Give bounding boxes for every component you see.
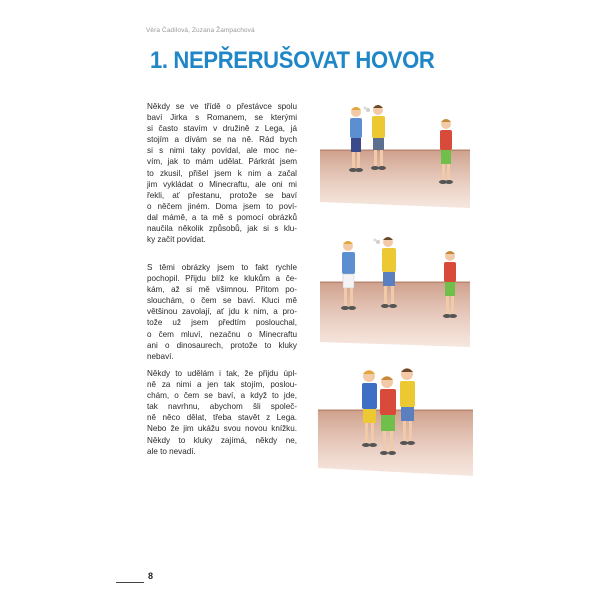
text-line: Někdy se ve třídě o přestávce spolu — [147, 102, 297, 111]
text-line: dal mámě, a ta mě s pomocí obrázků — [147, 212, 297, 222]
text-line: jim vykládat o Minecraftu, ale oni mi — [147, 179, 297, 189]
chapter-title: 1. NEPŘERUŠOVAT HOVOR — [150, 47, 435, 74]
text-line: vím, jak to mám udělat. Párkrát jsem — [147, 157, 297, 167]
text-line: Někdy to kluky zajímá, někdy ne, — [147, 435, 297, 445]
text-line: S těmi obrázky jsem to fakt rychle — [147, 263, 297, 272]
text-line: ale to nevadí. — [147, 446, 196, 456]
text-line: si s nimi taky povídal, ale moc ne- — [147, 146, 297, 156]
text-line: Nebo že jim ukážu svou novou knížku. — [147, 424, 297, 434]
text-line: řekli, ať přestanu, protože se baví — [147, 190, 297, 200]
page-number: 8 — [148, 571, 154, 581]
text-line: to zkusil, přišel jsem k nim a začal — [147, 168, 297, 178]
text-line: ně něco dělat, třeba stavět z Lega. — [147, 413, 297, 423]
paragraph-1 — [147, 101, 297, 245]
text-line: tak navrhnu, abychom šli společ- — [147, 402, 297, 412]
text-line: o něčem jiném. Doma jsem to poví- — [147, 201, 297, 211]
text-line: tože už jsem předtím poslouchal, — [147, 318, 297, 328]
text-line: ně za nimi a jen tak stojím, poslou- — [147, 380, 297, 390]
illustration-boys-talking — [320, 98, 470, 213]
authors-header: Věra Čadilová, Zuzana Žampachová — [146, 27, 255, 34]
text-line: stojím a dívám se na ně. Rád bych — [147, 135, 297, 145]
text-line: si často stavím v družině z Lega, já — [147, 124, 297, 134]
footer-rule — [116, 582, 144, 583]
paragraph-3 — [147, 368, 297, 457]
text-line: o čem mluví, nezačnu o Minecraftu — [147, 329, 297, 339]
text-line: pochopil. Přijdu blíž ke klukům a če- — [147, 274, 297, 284]
text-line: slouchám, o čem se baví. Kluci mě — [147, 296, 297, 306]
text-line: chám, o čem se baví, a když to jde, — [147, 391, 297, 401]
text-line: kám, až si mě všimnou. Přitom po- — [147, 285, 297, 295]
text-line: baví Jirka s Romanem, se kterými — [147, 113, 297, 123]
illustration-boys-together — [318, 360, 473, 478]
text-line: naučila několik způsobů, jak si s klu- — [147, 224, 297, 234]
text-line: Někdy to udělám i tak, že přijdu úpl- — [147, 369, 297, 378]
paragraph-2 — [147, 262, 297, 362]
text-line: ani o dinosaurech, protože to kluky — [147, 340, 297, 350]
text-line: většinou zavolají, ať jdu k nim, a pro- — [147, 307, 297, 317]
text-line: nebaví. — [147, 351, 174, 361]
illustration-boy-approaching — [320, 232, 470, 352]
text-line: ky začít povídat. — [147, 235, 206, 245]
